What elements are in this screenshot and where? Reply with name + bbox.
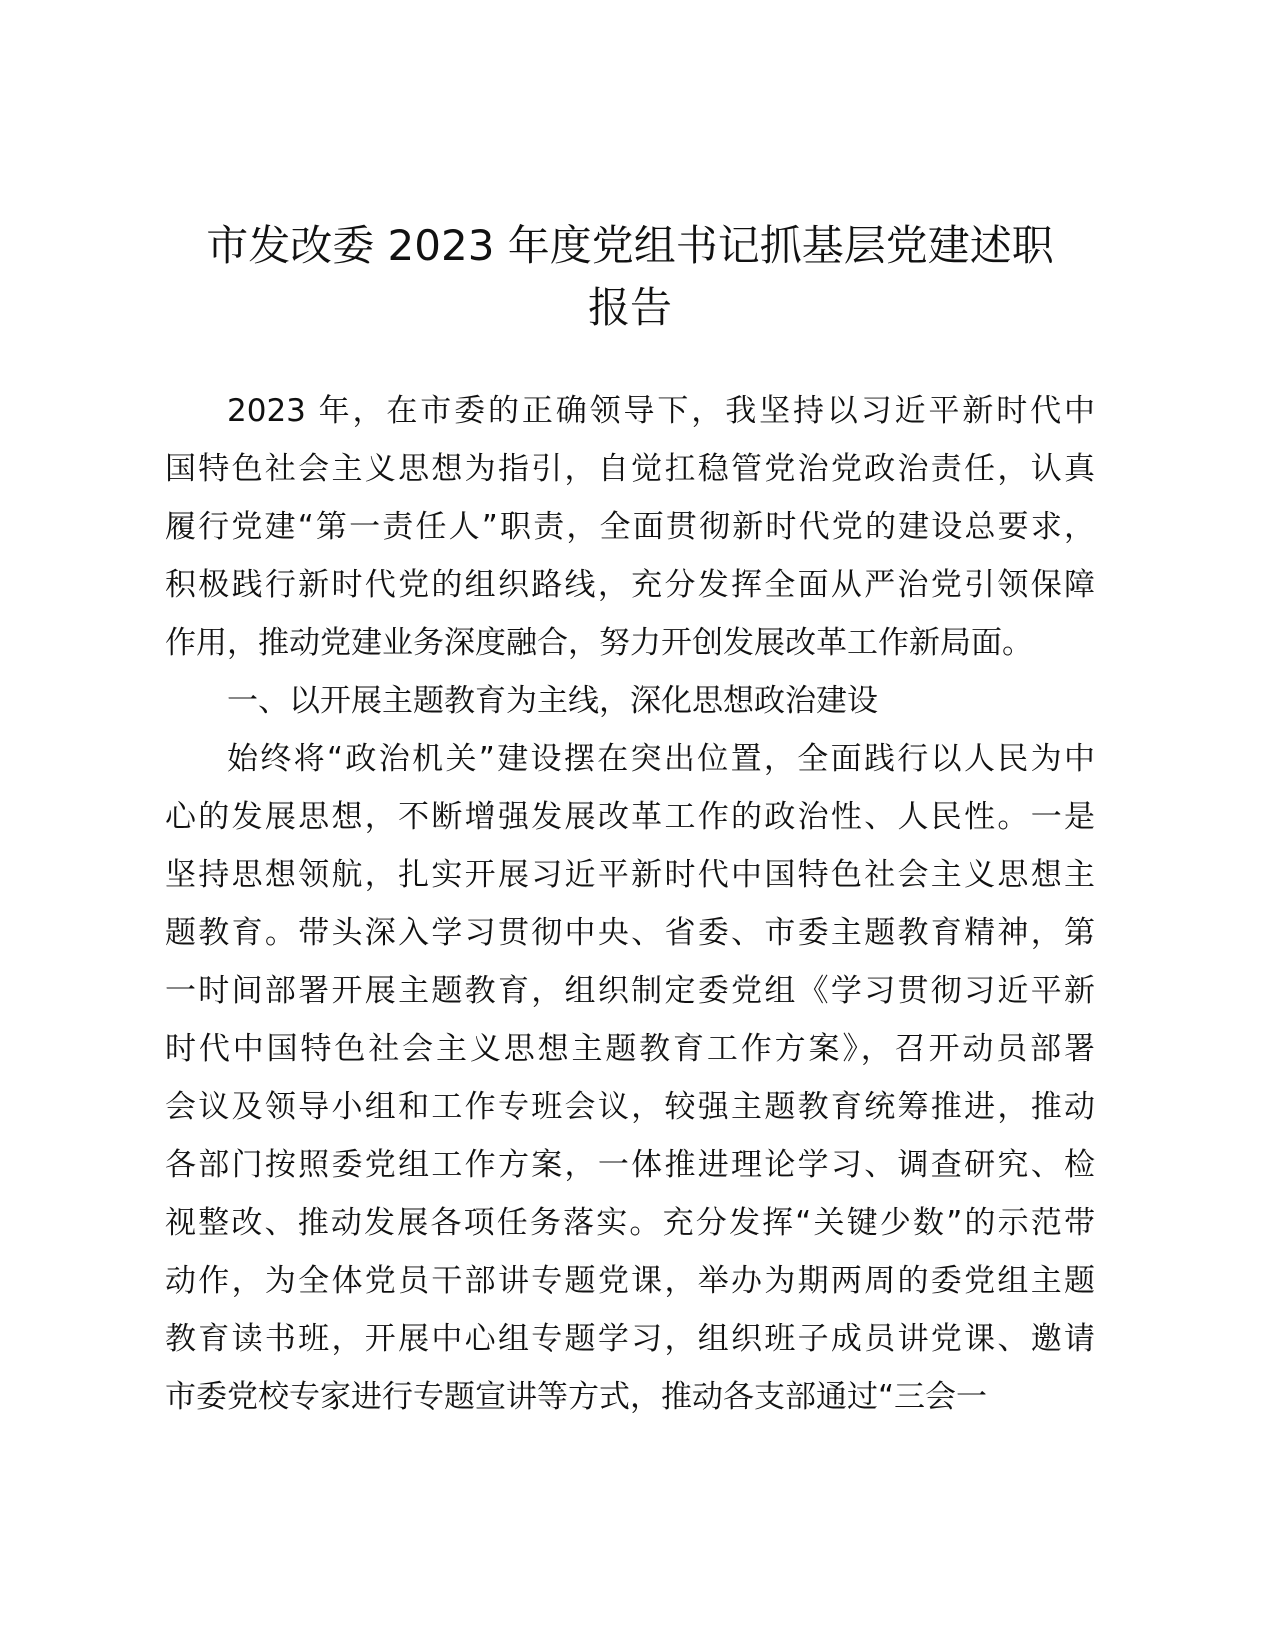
paragraph-line: 心的发展思想，不断增强发展改革工作的政治性、人民性。一是 xyxy=(165,799,1095,835)
document-body xyxy=(165,382,1095,1426)
paragraph-line: 始终将“政治机关”建设摆在突出位置，全面践行以人民为中 xyxy=(227,741,1095,777)
title-line-1: 市发改委 2023 年度党组书记抓基层党建述职 xyxy=(206,221,1054,270)
paragraph-line: 作用，推动党建业务深度融合，努力开创发展改革工作新局面。 xyxy=(165,625,1033,661)
title-line-2: 报告 xyxy=(587,283,672,332)
paragraph-line: 履行党建“第一责任人”职责，全面贯彻新时代党的建设总要求， xyxy=(165,509,1095,545)
paragraph-line: 动作，为全体党员干部讲专题党课，举办为期两周的委党组主题 xyxy=(165,1263,1095,1299)
paragraph-line: 市委党校专家进行专题宣讲等方式，推动各支部通过“三会一 xyxy=(165,1379,988,1415)
paragraph-line: 坚持思想领航，扎实开展习近平新时代中国特色社会主义思想主 xyxy=(165,857,1095,893)
paragraph-line: 积极践行新时代党的组织路线，充分发挥全面从严治党引领保障 xyxy=(165,567,1095,603)
paragraph-line: 题教育。带头深入学习贯彻中央、省委、市委主题教育精神，第 xyxy=(165,915,1095,951)
paragraph-line: 国特色社会主义思想为指引，自觉扛稳管党治党政治责任，认真 xyxy=(165,451,1095,487)
paragraph-line: 时代中国特色社会主义思想主题教育工作方案》，召开动员部署 xyxy=(165,1031,1095,1067)
paragraph-line: 一时间部署开展主题教育，组织制定委党组《学习贯彻习近平新 xyxy=(165,973,1095,1009)
paragraph-line: 2023 年，在市委的正确领导下，我坚持以习近平新时代中 xyxy=(227,393,1095,429)
paragraph-line: 教育读书班，开展中心组专题学习，组织班子成员讲党课、邀请 xyxy=(165,1321,1095,1357)
document-title xyxy=(160,215,1100,339)
paragraph-line: 视整改、推动发展各项任务落实。充分发挥“关键少数”的示范带 xyxy=(165,1205,1095,1241)
section-heading: 一、以开展主题教育为主线，深化思想政治建设 xyxy=(227,683,878,719)
paragraph-line: 会议及领导小组和工作专班会议，较强主题教育统筹推进，推动 xyxy=(165,1089,1095,1125)
paragraph-line: 各部门按照委党组工作方案，一体推进理论学习、调查研究、检 xyxy=(165,1147,1095,1183)
